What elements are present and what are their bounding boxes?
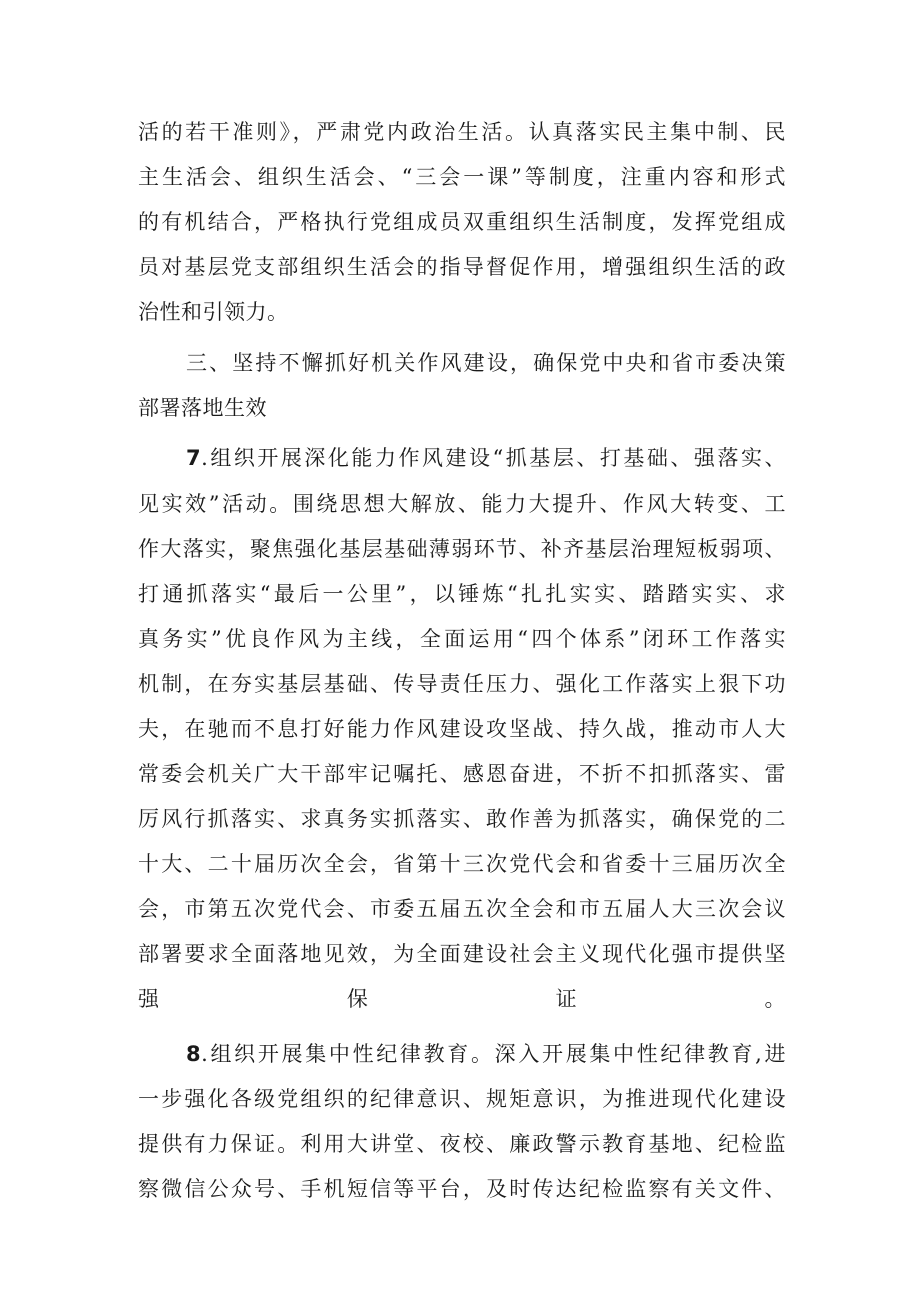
text-line: 十大、二十届历次全会，省第十三次党代会和省委十三届历次全: [138, 852, 786, 876]
item-8-first-line: [186, 1036, 786, 1072]
section-heading-line: 三、坚持不懈抓好机关作风建设，确保党中央和省市委决策: [186, 351, 786, 375]
text-line: 厉风行抓落实、求真务实抓落实、敢作善为抓落实，确保党的二: [138, 807, 786, 831]
text-line: 强保证。: [138, 987, 786, 1011]
text-line: 员对基层党支部组织生活会的指导督促作用，增强组织生活的政: [138, 255, 786, 279]
item-number: 7: [186, 446, 202, 470]
item-text: .组织开展集中性纪律教育。深入开展集中性纪律教育,进: [201, 1042, 786, 1066]
text-line: 的有机结合，严格执行党组成员双重组织生活制度，发挥党组成: [138, 210, 786, 234]
text-line: 真务实”优良作风为主线，全面运用“四个体系”闭环工作落实: [138, 627, 786, 651]
text-line: 会，市第五次党代会、市委五届五次全会和市五届人大三次会议: [138, 897, 786, 921]
text-line: 打通抓落实“最后一公里”，以锤炼“扎扎实实、踏踏实实、求: [138, 582, 786, 606]
text-line: 部署要求全面落地见效，为全面建设社会主义现代化强市提供坚: [138, 942, 786, 966]
text-line: 夫，在驰而不息打好能力作风建设攻坚战、持久战，推动市人大: [138, 717, 786, 741]
text-line: 活的若干准则》，严肃党内政治生活。认真落实民主集中制、民: [138, 120, 786, 144]
text-line: 提供有力保证。利用大讲堂、夜校、廉政警示教育基地、纪检监: [138, 1132, 786, 1156]
item-7-first-line: [186, 440, 786, 476]
text-line: 见实效”活动。围绕思想大解放、能力大提升、作风大转变、工: [138, 492, 786, 516]
text-line: 作大落实，聚焦强化基层基础薄弱环节、补齐基层治理短板弱项、: [138, 537, 786, 561]
text-line: 主生活会、组织生活会、“三会一课”等制度，注重内容和形式: [138, 165, 786, 189]
text-line: 常委会机关广大干部牢记嘱托、感恩奋进，不折不扣抓落实、雷: [138, 762, 786, 786]
text-line: 察微信公众号、手机短信等平台，及时传达纪检监察有关文件、: [138, 1177, 786, 1201]
text-line: 治性和引领力。: [138, 300, 289, 324]
section-heading-line: 部署落地生效: [138, 396, 267, 420]
text-line: 一步强化各级党组织的纪律意识、规矩意识，为推进现代化建设: [138, 1087, 786, 1111]
text-line: 机制，在夯实基层基础、传导责任压力、强化工作落实上狠下功: [138, 672, 786, 696]
item-number: 8: [186, 1042, 202, 1066]
item-text: .组织开展深化能力作风建设“抓基层、打基础、强落实、: [201, 446, 786, 470]
